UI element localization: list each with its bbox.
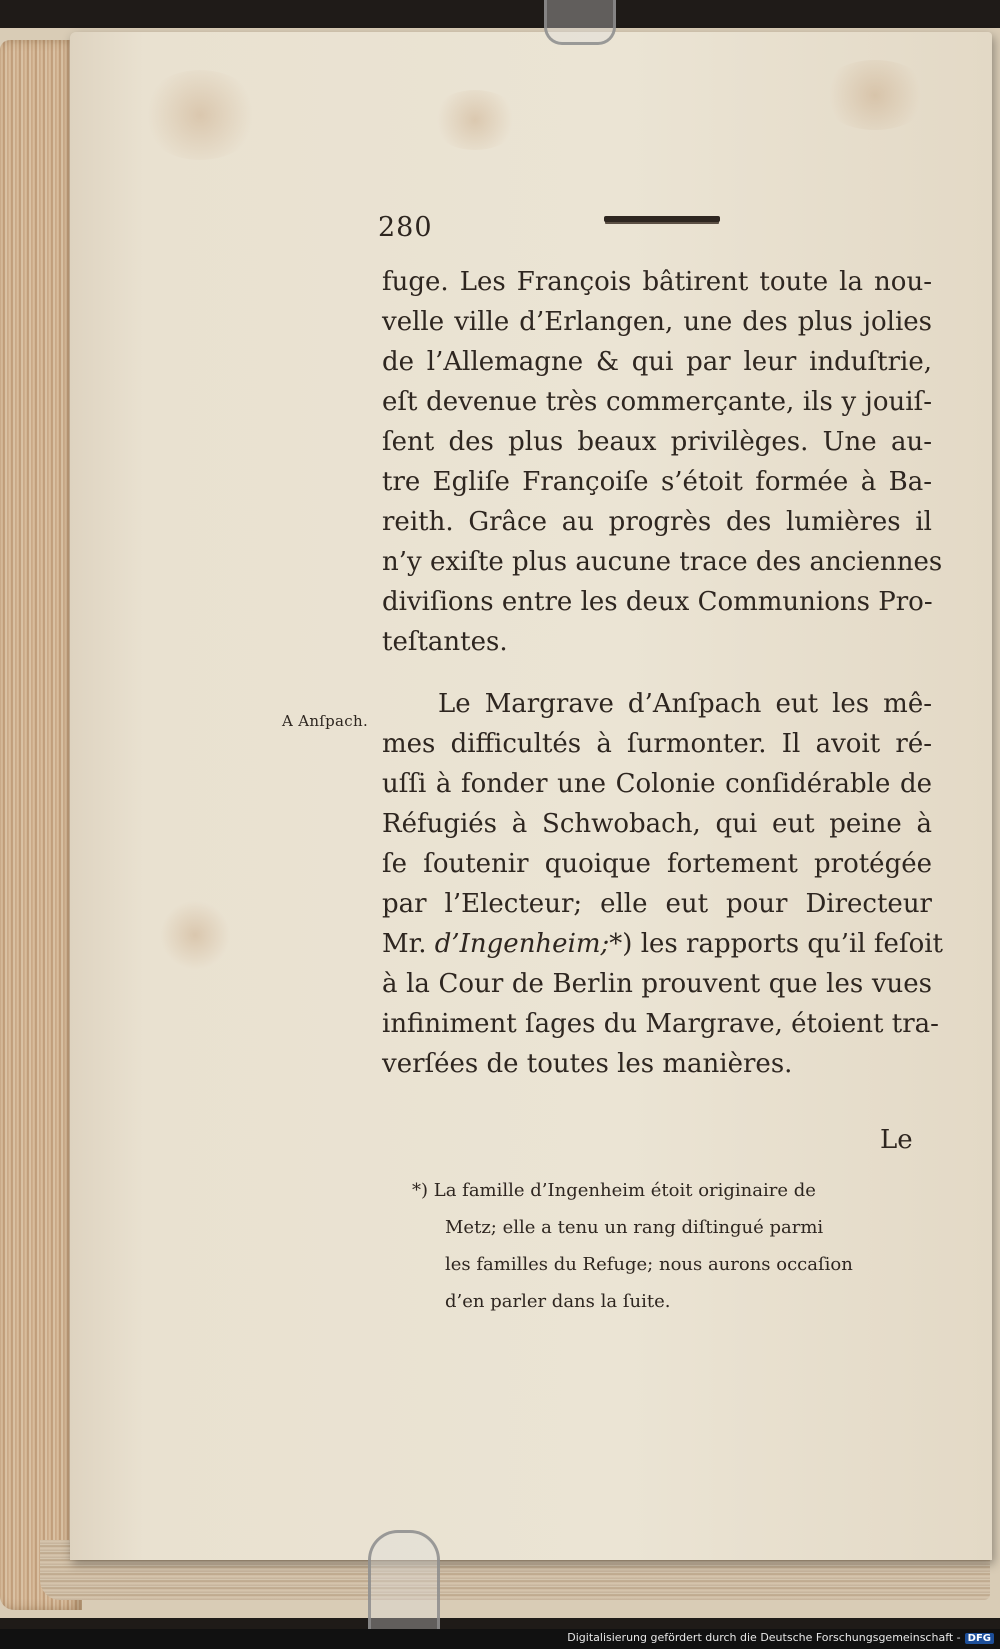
text-line: Réfugiés à Schwobach, qui eut peine à (382, 809, 932, 839)
text-line: ſe ſoutenir quoique fortement protégée (382, 849, 932, 879)
paper-stain (820, 60, 930, 130)
digitization-credit-bar (0, 1629, 1000, 1649)
footnote-marker: *) (609, 929, 633, 959)
paper-stain (140, 70, 260, 160)
text-line: verſées de toutes les manières. (382, 1049, 793, 1079)
body-text (382, 262, 943, 1084)
text-line: fuge. Les François bâtirent toute la nou- (382, 267, 932, 297)
text-line: ſent des plus beaux privilèges. Une au- (382, 427, 932, 457)
text-line: uſſi à fonder une Colonie conſidérable de (382, 769, 932, 799)
text-line: n’y exiſte plus aucune trace des anciennes (382, 547, 943, 577)
text-line: mes difficultés à ſurmonter. Il avoit ré- (382, 729, 932, 759)
dfg-logo: DFG (965, 1633, 994, 1644)
footnote-line: Metz; elle a tenu un rang diſtingué parmi (445, 1217, 824, 1238)
paper-stain (430, 90, 520, 150)
footnote-line: les familles du Refuge; nous aurons occaſion (445, 1254, 853, 1275)
footnote-line: *) La famille d’Ingenheim étoit originaire de (412, 1180, 816, 1201)
text-line: par l’Electeur; elle eut pour Directeur (382, 889, 932, 919)
footnote (412, 1172, 932, 1320)
text-line: teſtantes. (382, 627, 508, 657)
text-line: diviſions entre les deux Communions Pro- (382, 587, 933, 617)
text-line: velle ville d’Erlangen, une des plus jolies (382, 307, 932, 337)
text-fragment: les rapports qu’il feſoit (632, 929, 943, 959)
credit-line (567, 1631, 994, 1644)
text-line: eſt devenue très commerçante, ils y jouiſ- (382, 387, 932, 417)
italic-name: d’Ingenheim; (434, 929, 610, 959)
paper-stain (160, 900, 230, 970)
text-line: infiniment ſages du Margrave, étoient tra- (382, 1009, 939, 1039)
footnote-line: d’en parler dans la ſuite. (445, 1291, 671, 1312)
text-line: à la Cour de Berlin prouvent que les vues (382, 969, 932, 999)
text-line: Le Margrave d’Anſpach eut les mê- (438, 689, 932, 719)
text-line: de l’Allemagne & qui par leur induſtrie, (382, 347, 932, 377)
text-line-with-note (382, 924, 943, 964)
text-line: tre Egliſe Françoiſe s’étoit formée à Ba- (382, 467, 932, 497)
text-fragment: Mr. (382, 929, 435, 959)
top-page-clip (544, 0, 616, 45)
credit-text: Digitalisierung gefördert durch die Deutsche Forschungsgemeinschaft - (567, 1631, 961, 1644)
margin-note: A Anſpach. (282, 712, 369, 730)
paragraph-gap (382, 662, 932, 684)
page-number: 280 (378, 212, 433, 243)
text-line: reith. Grâce au progrès des lumières il (382, 507, 932, 537)
catchword: Le (880, 1125, 913, 1155)
header-rule (604, 216, 720, 222)
